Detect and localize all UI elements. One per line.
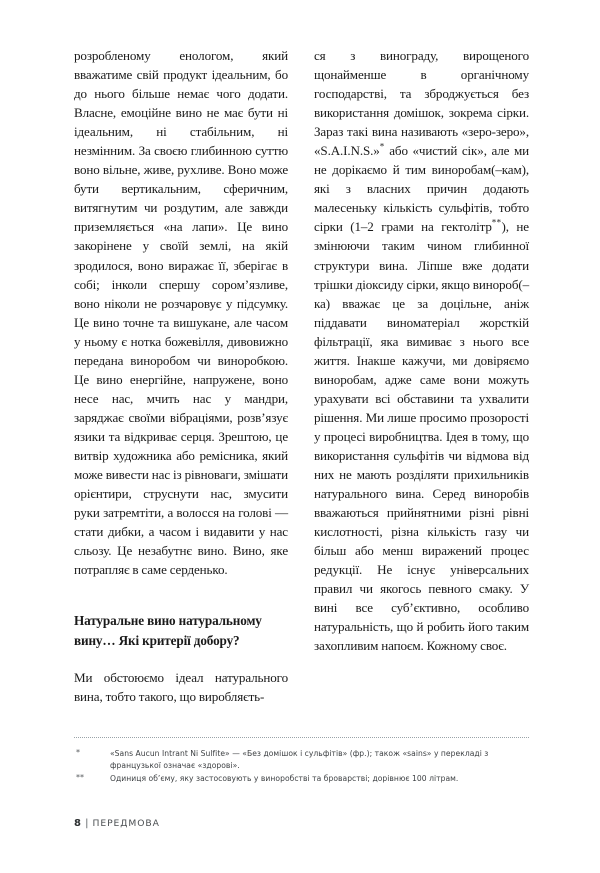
- paragraph-segment-2: або «чистий сік», але ми не дорікаємо й тим виноробам(–кам), які з власних причин додають малесеньку кількість сульфітів, тобто сірки (1–2 грами на гектолітр: [314, 143, 529, 235]
- footnote-marker-1[interactable]: *: [379, 141, 385, 152]
- paragraph-segment-1: ся з винограду, вирощеного щонайменше в органічному господарстві, та зброджується без використання домішок, зокрема сірки. Зараз такі вина називають «зеро-зеро», «S.A.I.N.S.»: [314, 48, 529, 159]
- page-number: 8: [74, 818, 82, 829]
- footnote-marker-2[interactable]: **: [491, 218, 502, 229]
- footnote-item: [74, 773, 529, 785]
- footnote-text: Одиниця об’єму, яку застосовують у виноробстві та броварстві; дорівнює 100 літрам.: [110, 774, 459, 784]
- paragraph-segment-3: ), не змінюючи таким чином глибинної структури вина. Ліпше вже додати трішки діоксиду сірки, якщо винороб(–ка) вважає це за доцільне, аніж піддавати виноматеріал жорсткій фільтрації, яка вимиває з нього все життя. Інакше кажучи, ми довіряємо виноробам, адже саме вони можуть урахувати всі обставини та ухвалити рішення. Ми лише просимо прозорості у процесі виробництва. Ідея в тому, що використання сульфітів чи відмова від них не мають розділяти прихильників натурального вина. Серед виноробів вважаються прийнятними різні рівні кислотності, різна кількість газу чи більш або менш виражений процес редукції. Не існує універсальних правил чи якогось певного смаку. У вині все суб’єктивно, особливо натуральність, що й робить його таким захопливим напоєм. Кожному своє.: [314, 219, 529, 654]
- paragraph-continued-from-previous-page: розробленому енологом, який вважатиме свій продукт ідеальним, бо до нього більше немає чого додати. Власне, емоційне вино не має бути ні ідеальним, ні стабільним, ні незмінним. За своєю глибинною суттю воно вільне, живе, рухливе. Воно може бути вертикальним, сферичним, витягнутим чи роздутим, але завжди приземляється «на лапи». Це вино закорінене у своїй землі, на якій зродилося, воно виражає її, зберігає в собі; інколи спершу сором’язливе, воно ніколи не розчаровує у підсумку. Це вино точне та вишукане, але часом у ньому є нотка божевілля, дивовижно передана виноробом чи виноробкою. Це вино енергійне, напружене, воно несе нас, мчить нас у мандри, заряджає своїми вібраціями, розв’язує язики та відкриває серця. Зрештою, це витвір художника або ремісника, який може вивести нас із рівноваги, змішати орієнтири, струснути нас, змусити руки затремтіти, а волосся на голові — стати дибки, а часом і видавити у нас сльозу. Це незабутнє вино. Вино, яке потрапляє в саме серденько.: [74, 48, 288, 578]
- footnote-item: [74, 748, 529, 771]
- footer-separator: |: [85, 818, 89, 829]
- page-footer: [74, 818, 160, 829]
- text-column-right: [314, 46, 529, 656]
- section-label: ПЕРЕДМОВА: [92, 818, 160, 829]
- paragraph-after-heading: Ми обстоюємо ідеал натурального вина, тобто такого, що виробляєть-: [74, 669, 288, 704]
- spacer-before-heading: [74, 579, 288, 611]
- footnote-marker: *: [76, 748, 81, 757]
- footnote-separator-rule: [74, 737, 529, 739]
- footnote-marker: **: [76, 773, 85, 783]
- spacer-after-heading: [74, 650, 288, 668]
- footnote-text: «Sans Aucun Intrant Ni Sulfite» — «Без домішок і сульфітів» (фр.); також «sains» у перекладі з французької означає «здорові».: [110, 749, 489, 770]
- section-heading: Натуральне вино натуральному вину… Які критерії добору?: [74, 613, 262, 648]
- text-column-left: [74, 46, 288, 706]
- two-column-text-body: [74, 46, 529, 718]
- paragraph-right-column: [314, 46, 529, 656]
- footnotes-block: [74, 737, 529, 785]
